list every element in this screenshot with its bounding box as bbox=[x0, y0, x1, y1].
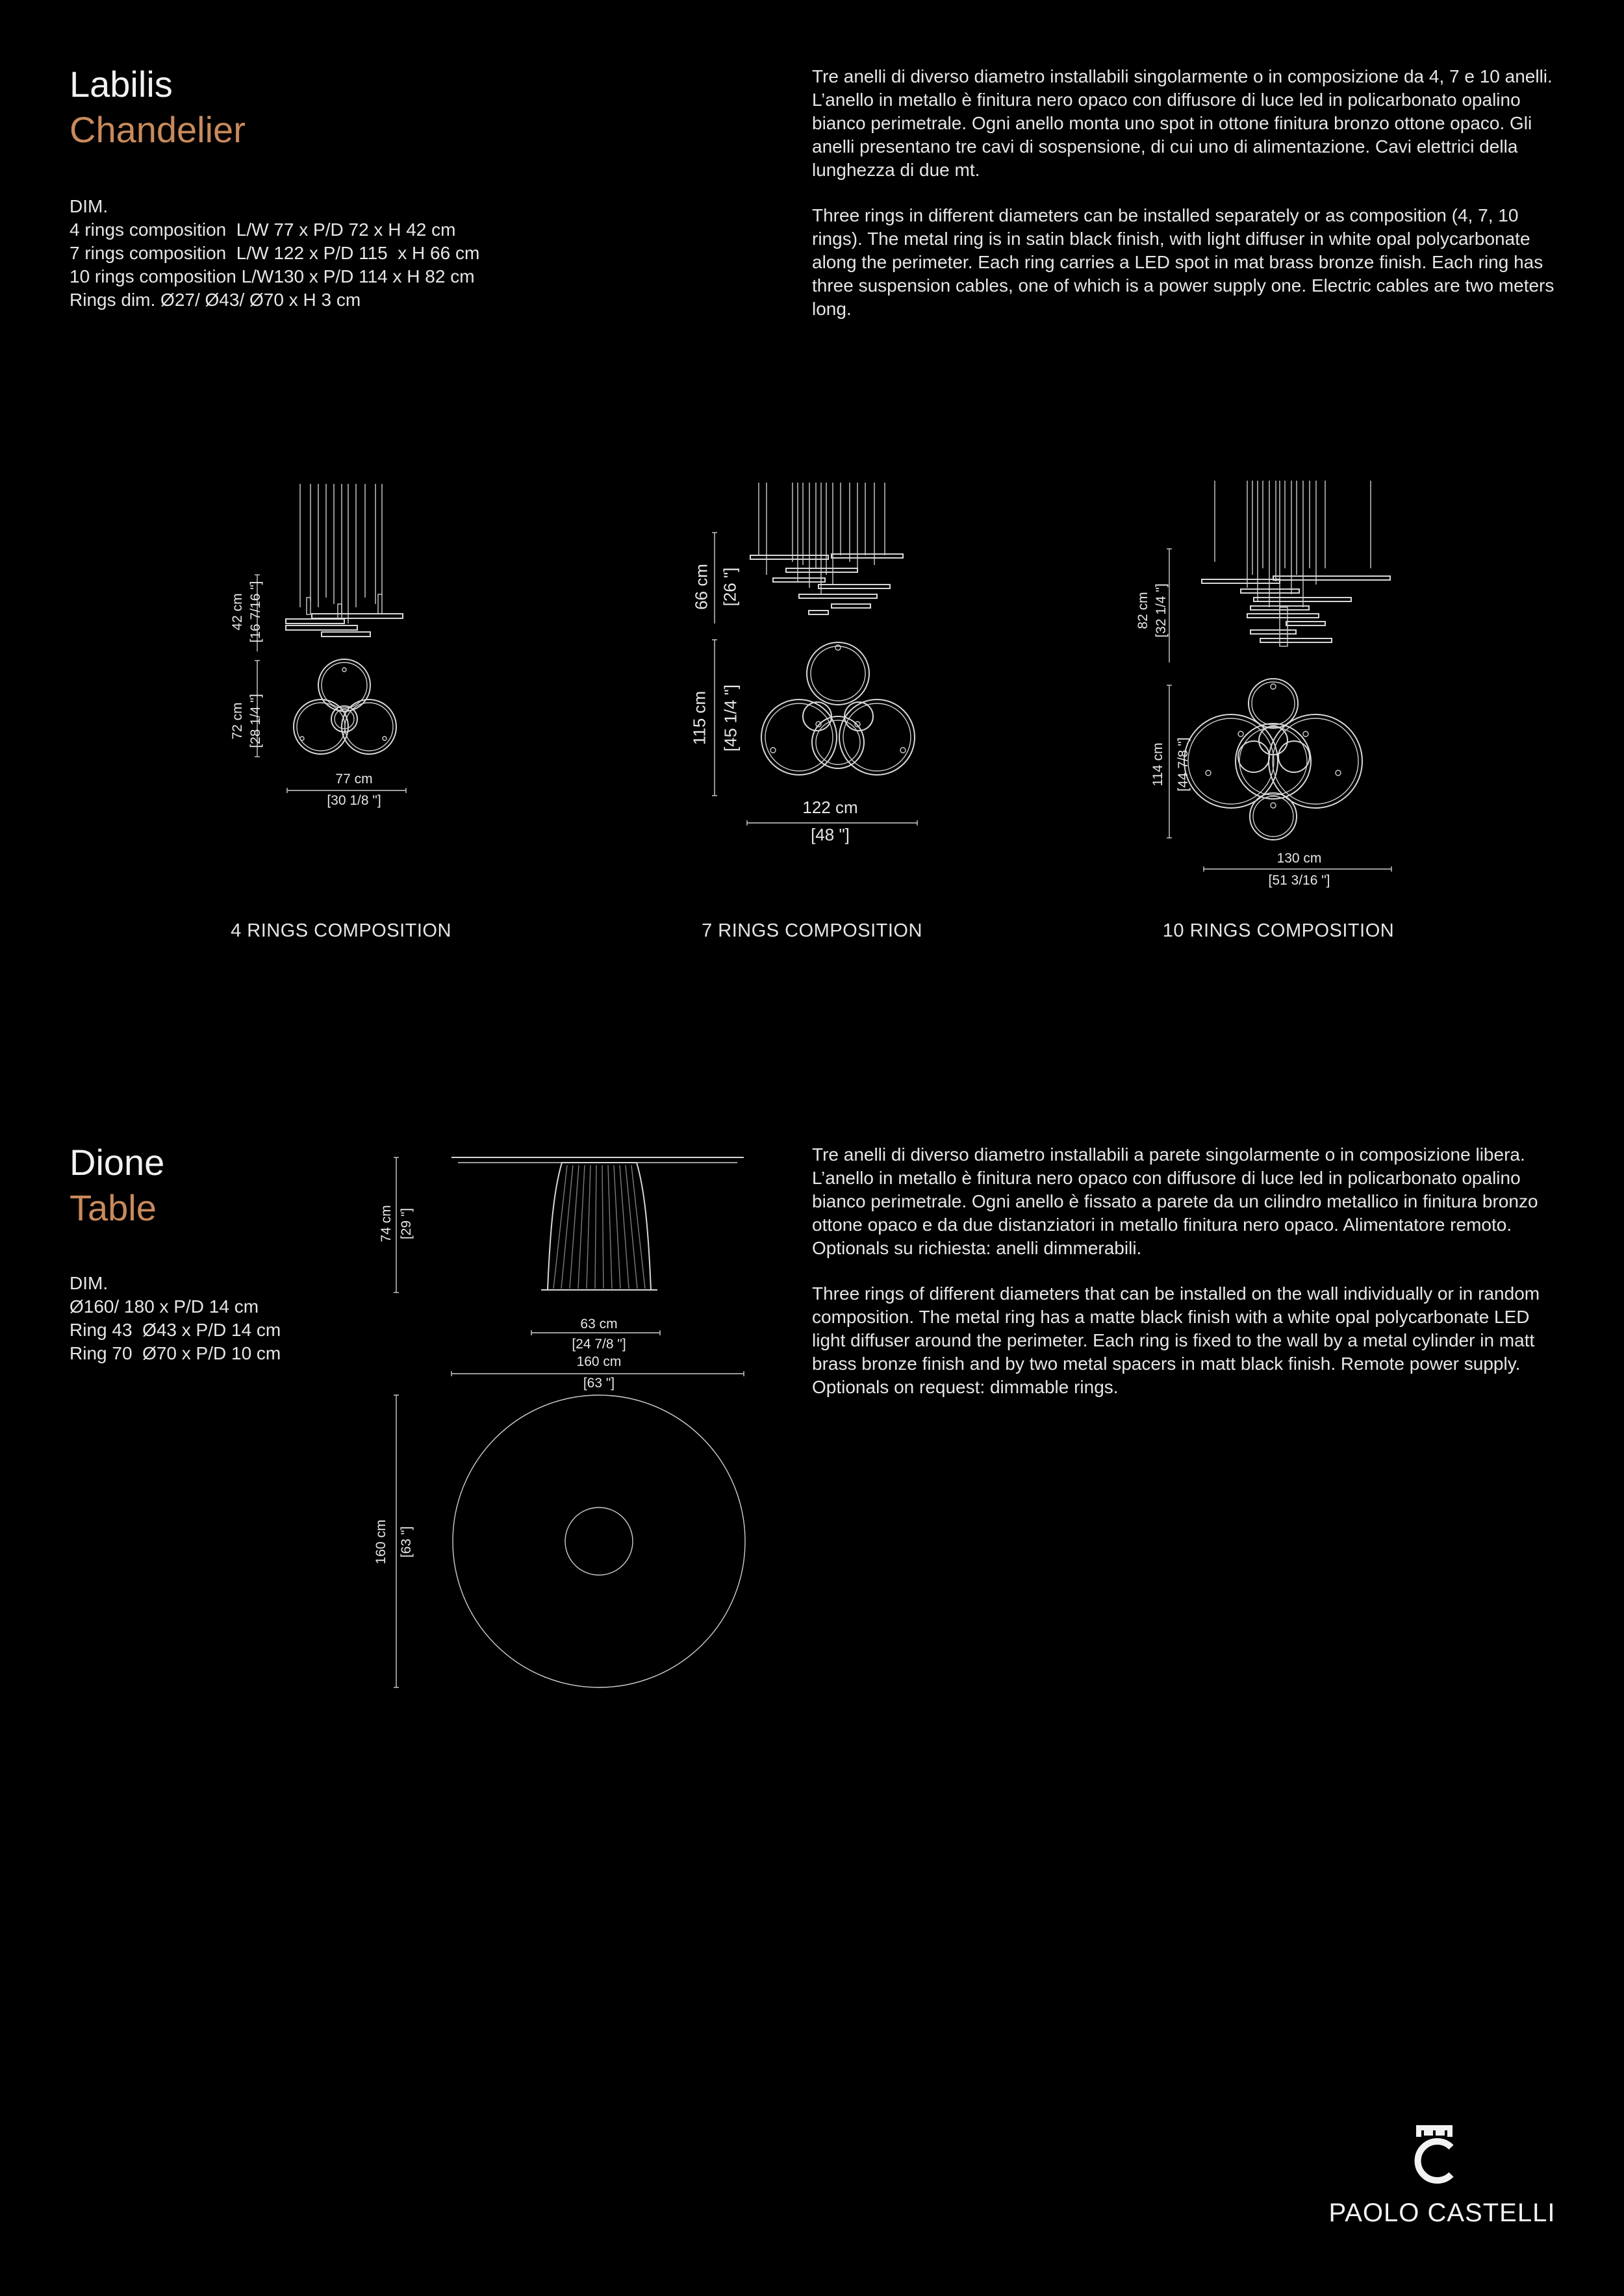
ten-rings-height-in: [32 1/4 "] bbox=[1154, 583, 1169, 638]
ten-rings-height-cm: 82 cm bbox=[1136, 592, 1150, 629]
dims-heading: DIM. bbox=[70, 196, 108, 216]
four-rings-height-cm: 42 cm bbox=[230, 593, 245, 631]
dione-base-width-in: [24 7/8 "] bbox=[572, 1337, 626, 1352]
crown-c-logo-icon bbox=[1408, 2128, 1460, 2186]
labilis-description-it: Tre anelli di diverso diametro installabili singolarmente o in composizione da 4, 7 e 10 anelli. L’anello in metallo è finitura nero opaco con diffusore di luce led in policarbonato opalino bianco perimetrale. Ogni anello monta uno spot in ottone finitura bronzo ottone opaco. Gli anelli presentano tre cavi di sospensione, di cui uno di alimentazione. Cavi elettrici della lunghezza di due mt. bbox=[812, 66, 1553, 180]
dims-line: Ring 43 Ø43 x P/D 14 cm bbox=[70, 1320, 281, 1340]
seven-rings-depth-cm: 115 cm bbox=[689, 690, 709, 746]
dims-line: 10 rings composition L/W130 x P/D 114 x H 82 cm bbox=[70, 266, 475, 286]
seven-rings-drawing bbox=[682, 477, 929, 841]
dione-top-width-in: [63 "] bbox=[583, 1376, 615, 1391]
seven-rings-height-cm: 66 cm bbox=[691, 564, 711, 610]
ten-rings-caption: 10 RINGS COMPOSITION bbox=[1162, 920, 1395, 941]
ten-rings-drawing bbox=[1143, 477, 1403, 880]
dims-line: 4 rings composition L/W 77 x P/D 72 x H 42 cm bbox=[70, 220, 456, 240]
seven-rings-width-in: [48 "] bbox=[811, 825, 850, 844]
dione-base-width-cm: 63 cm bbox=[580, 1317, 618, 1331]
dione-height-cm: 74 cm bbox=[379, 1205, 394, 1243]
four-rings-depth-in: [28 1/4 "] bbox=[248, 694, 263, 748]
dione-subtitle: Table bbox=[70, 1187, 157, 1228]
four-rings-depth-cm: 72 cm bbox=[230, 702, 245, 740]
ten-rings-depth-in: [44 7/8 "] bbox=[1176, 737, 1191, 792]
ten-rings-depth-cm: 114 cm bbox=[1150, 742, 1165, 787]
dione-description-en: Three rings of different diameters that can be installed on the wall individually or in random composition. The metal ring has a matte black finish with a white opal polycarbonate LED light diffuser around the perimeter. Each ring is fixed to the wall by a metal cylinder in matt brass bronze finish and by two metal spacers in matt black finish. Remote power supply. Optionals on request: dimmable rings. bbox=[812, 1283, 1540, 1397]
ten-rings-width-cm: 130 cm bbox=[1276, 851, 1322, 866]
labilis-dimensions bbox=[70, 195, 479, 312]
dims-line: Rings dim. Ø27/ Ø43/ Ø70 x H 3 cm bbox=[70, 290, 361, 310]
four-rings-width-cm: 77 cm bbox=[335, 772, 373, 787]
dione-plan-diameter-in: [63 "] bbox=[399, 1526, 414, 1558]
seven-rings-caption: 7 RINGS COMPOSITION bbox=[702, 920, 922, 941]
dione-dimensions bbox=[70, 1272, 281, 1365]
seven-rings-height-in: [26 "] bbox=[720, 567, 740, 607]
dione-top-width-cm: 160 cm bbox=[576, 1354, 622, 1369]
labilis-description-en: Three rings in different diameters can be installed separately or as composition (4, 7, 10 rings). The metal ring is in satin black finish, with light diffuser in white opal polycarbonate along the perimeter. Each ring carries a LED spot in mat brass bronze finish. Each ring has three suspension cables, one of which is a power supply one. Electric cables are two meters long. bbox=[812, 205, 1554, 319]
four-rings-drawing bbox=[214, 477, 429, 815]
dims-line: 7 rings composition L/W 122 x P/D 115 x H 66 cm bbox=[70, 243, 480, 263]
four-rings-width-in: [30 1/8 "] bbox=[327, 793, 381, 808]
dione-plan-diameter-cm: 160 cm bbox=[374, 1519, 388, 1565]
labilis-title: Labilis bbox=[70, 64, 173, 105]
seven-rings-depth-in: [45 1/4 "] bbox=[720, 684, 741, 752]
brand-name: PAOLO CASTELLI bbox=[1328, 2199, 1556, 2227]
dione-description-it: Tre anelli di diverso diametro installabili a parete singolarmente o in composizione libera. L’anello in metallo è finitura nero opaco con diffusore di luce led in policarbonato opalino bianco perimetrale. Ogni anello è fissato a parete da un cilindro metallico in finitura bronzo ottone opaco e da due distanziatori in metallo finitura nero opaco. Alimentatore remoto. Optionals su richiesta: anelli dimmerabili. bbox=[812, 1144, 1538, 1258]
ten-rings-width-in: [51 3/16 "] bbox=[1268, 873, 1330, 888]
four-rings-height-in: [16 7/16 "] bbox=[248, 581, 263, 643]
seven-rings-width-cm: 122 cm bbox=[802, 798, 858, 817]
labilis-subtitle: Chandelier bbox=[70, 109, 246, 150]
dims-line: Ring 70 Ø70 x P/D 10 cm bbox=[70, 1343, 281, 1363]
dione-title: Dione bbox=[70, 1142, 165, 1183]
dims-heading: DIM. bbox=[70, 1273, 108, 1293]
dione-table-drawing bbox=[377, 1150, 767, 1702]
dims-line: Ø160/ 180 x P/D 14 cm bbox=[70, 1296, 259, 1317]
dione-height-in: [29 "] bbox=[399, 1207, 414, 1240]
four-rings-caption: 4 RINGS COMPOSITION bbox=[231, 920, 451, 941]
